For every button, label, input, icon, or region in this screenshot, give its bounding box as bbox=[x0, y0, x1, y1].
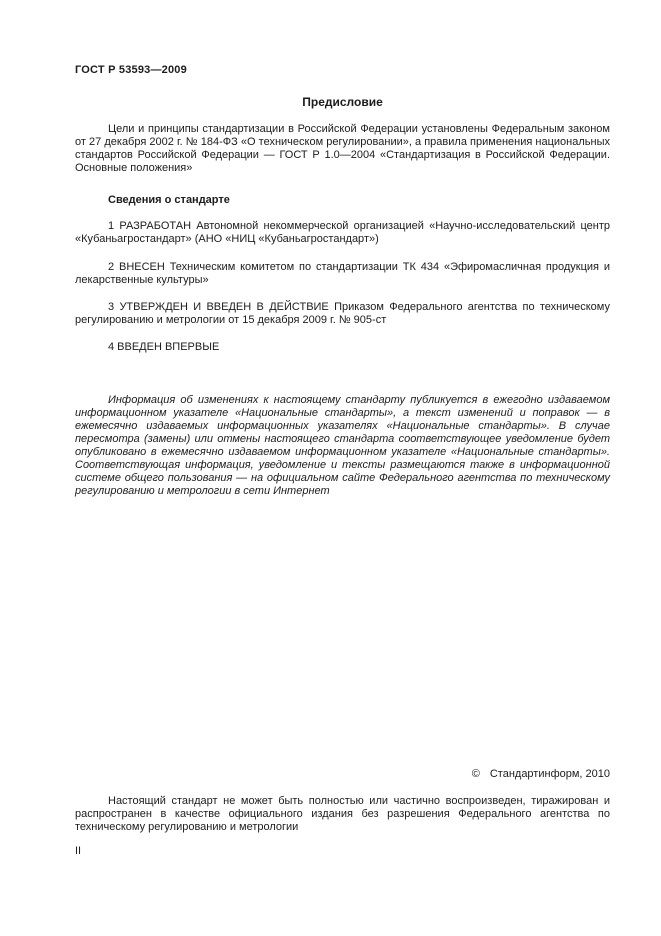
copyright-symbol-icon: © bbox=[471, 768, 480, 780]
standard-info-item-4: 4 ВВЕДЕН ВПЕРВЫЕ bbox=[108, 341, 220, 353]
intro-paragraph: Цели и принципы стандартизации в Российской Федерации установлены Федеральным законом от 27 декабря 2002 г. № 184-ФЗ «О техническом регулировании», а правила применения национальных стандартов Российской Федерации — ГОСТ Р 1.0—2004 «Стандартизация в Российской Федерации. Основные положения» bbox=[75, 123, 610, 174]
standard-info-item-1: 1 РАЗРАБОТАН Автономной некоммерческой организацией «Научно-исследовательский центр «Кубаньагростандарт» (АНО «НИЦ «Кубаньагростандарт») bbox=[75, 220, 610, 245]
copyright-text: Стандартинформ, 2010 bbox=[489, 768, 610, 780]
amendments-notice-paragraph: Информация об изменениях к настоящему стандарту публикуется в ежегодно издаваемом информационном указателе «Национальные стандарты», а текст изменений и поправок — в ежемесячно издаваемых информационных указателях «Национальные стандарты». В случае пересмотра (замены) или отмены настоящего стандарта соответствующее уведомление будет опубликовано в ежемесячно издаваемом информационном указателе «Национальные стандарты». Соответствующая информация, уведомление и тексты размещаются также в информационной системе общего пользования — на официальном сайте Федерального агентства по техническому регулированию и метрологии в сети Интернет bbox=[75, 394, 610, 497]
standard-number-header: ГОСТ Р 53593—2009 bbox=[75, 64, 187, 76]
standard-info-item-3: 3 УТВЕРЖДЕН И ВВЕДЕН В ДЕЙСТВИЕ Приказом Федерального агентства по техническому регулированию и метрологии от 15 декабря 2009 г. № 905-ст bbox=[75, 301, 610, 326]
page-title: Предисловие bbox=[302, 95, 383, 109]
section-heading: Сведения о стандарте bbox=[108, 194, 230, 206]
reproduction-restriction-note: Настоящий стандарт не может быть полностью или частично воспроизведен, тиражирован и распространен в качестве официального издания без разрешения Федерального агентства по техническому регулированию и метрологии bbox=[75, 795, 610, 833]
page-number: II bbox=[75, 845, 82, 857]
copyright-line bbox=[75, 768, 610, 781]
standard-info-item-2: 2 ВНЕСЕН Техническим комитетом по стандартизации ТК 434 «Эфиромасличная продукция и лекарственные культуры» bbox=[75, 261, 610, 286]
